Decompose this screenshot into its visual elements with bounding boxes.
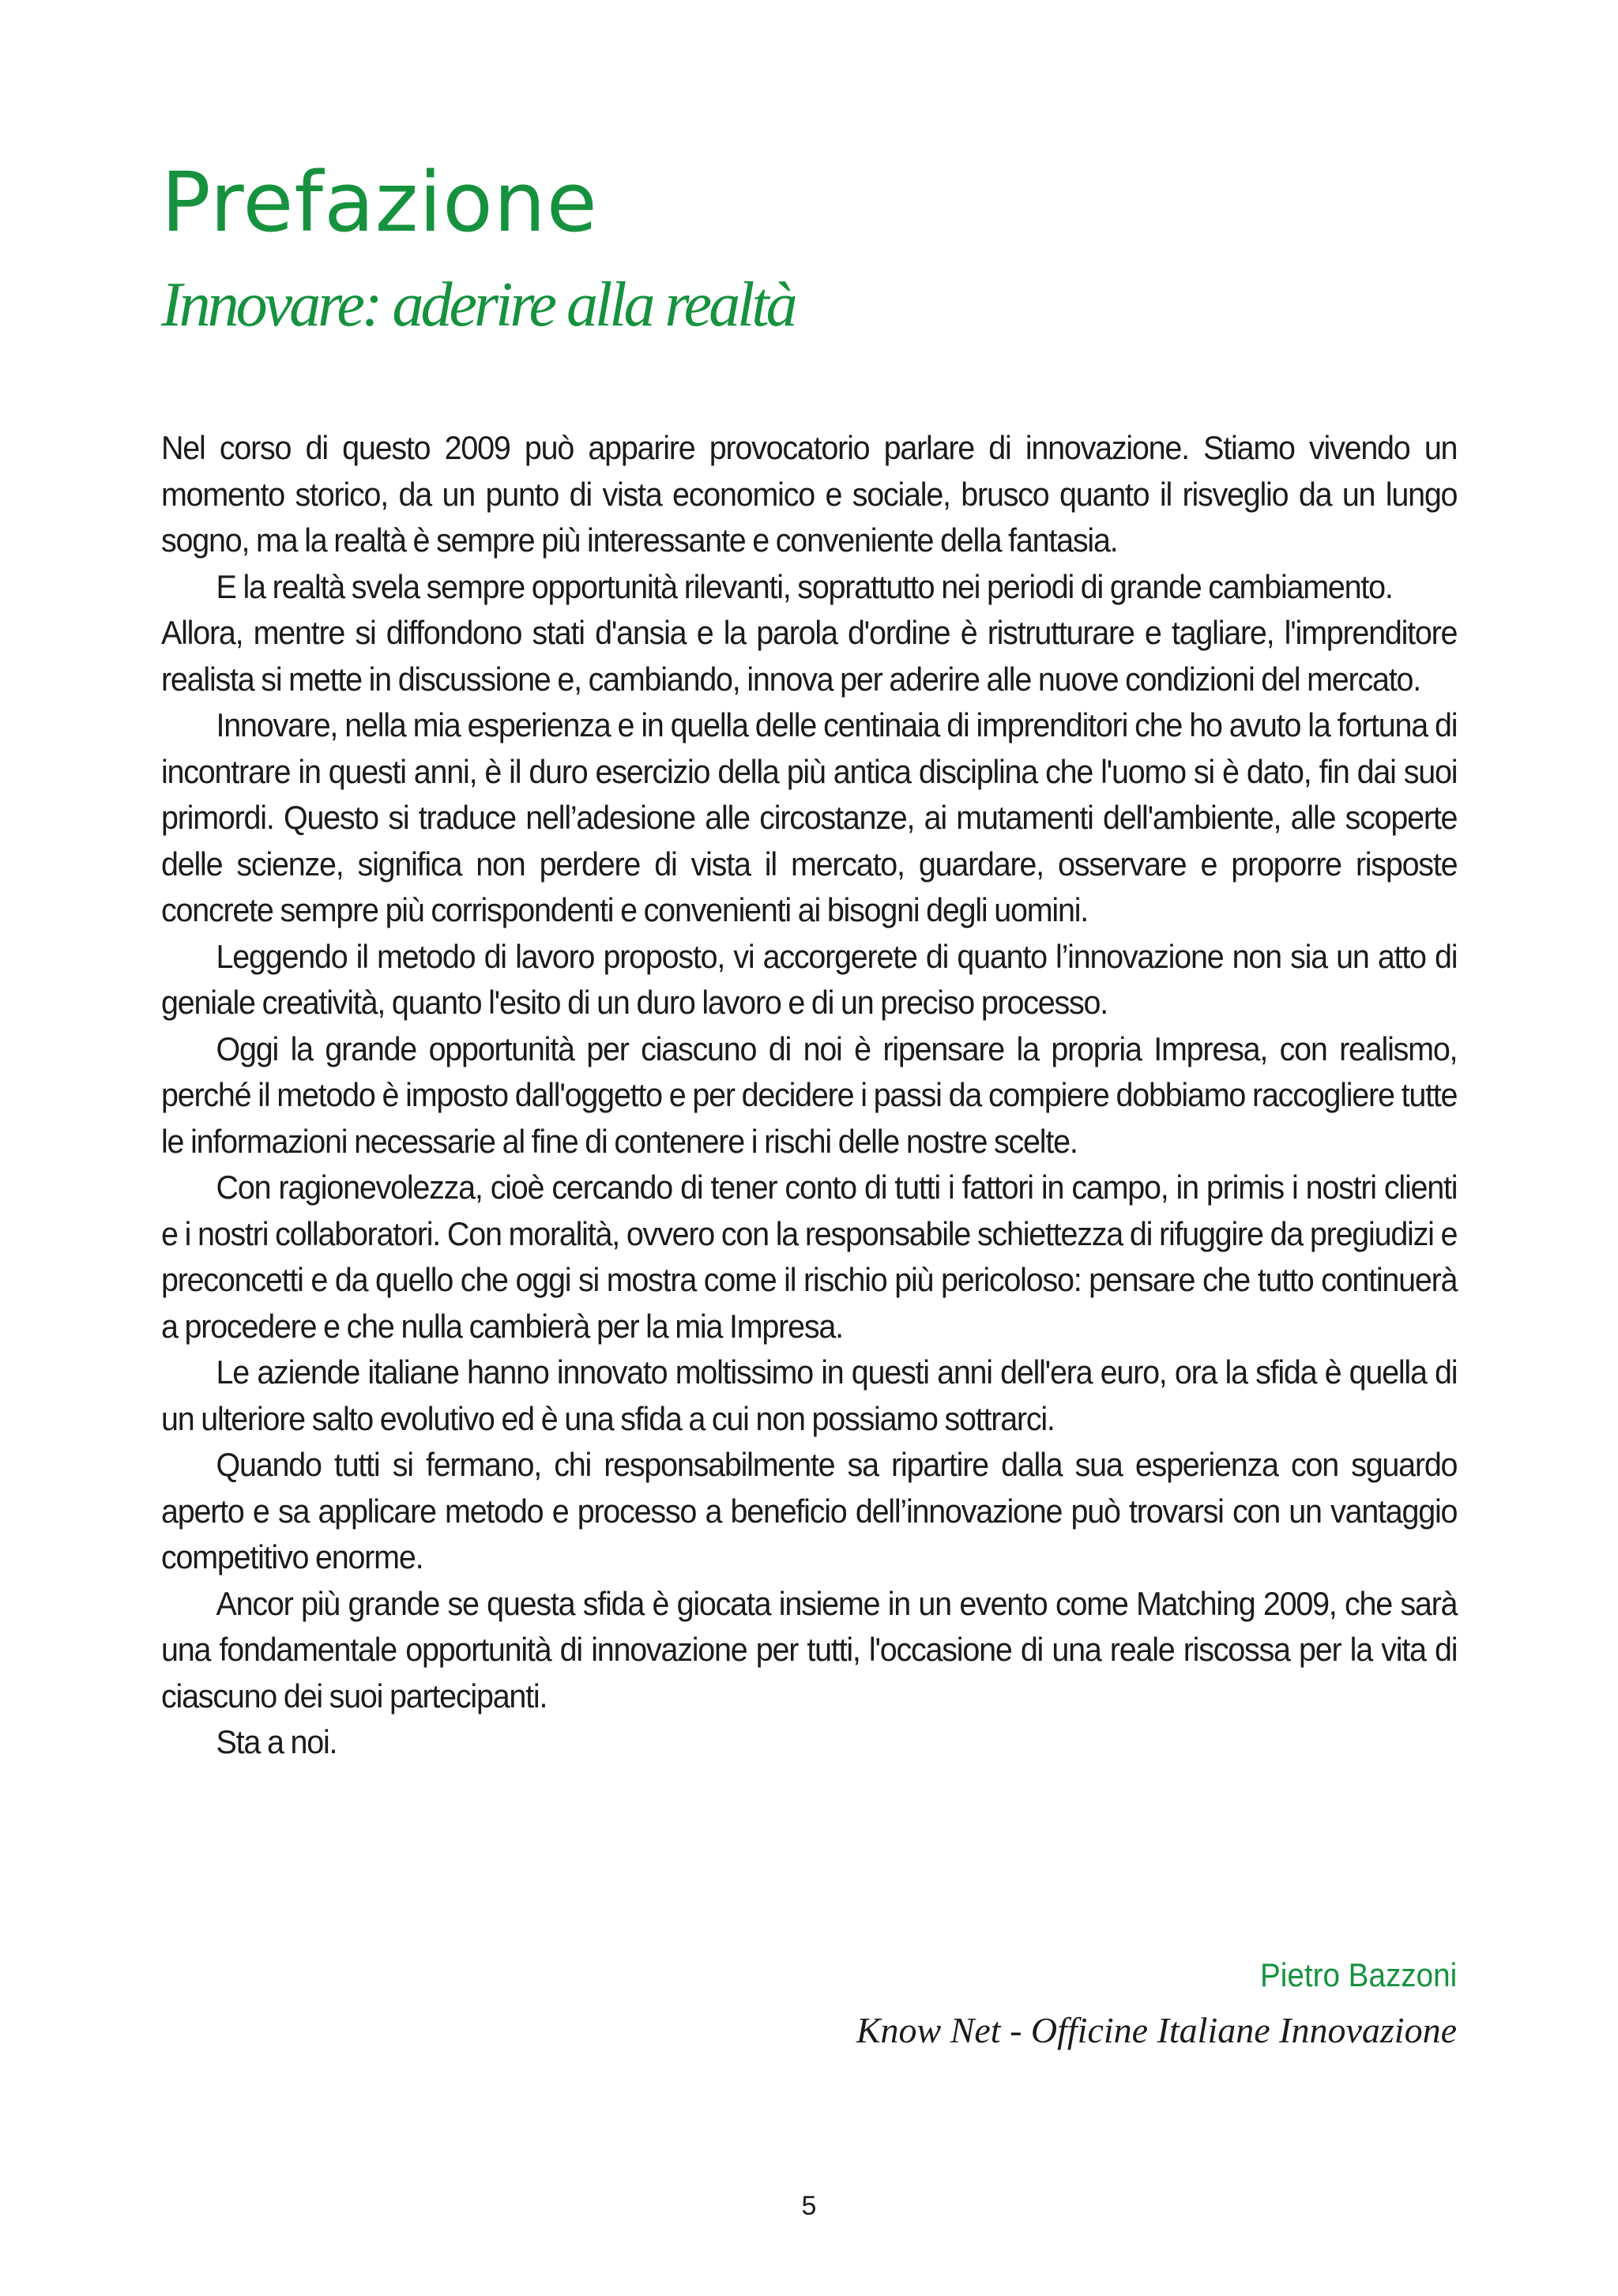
- paragraph-7: Con ragionevolezza, cioè cercando di tener conto di tutti i fattori in campo, in primis i nostri clienti e i nostri collaboratori. Con moralità, ovvero con la responsabile schiettezza di rifuggire da pregiudizi e preconcetti e da quello che oggi si mostra come il rischio più pericoloso: pensare che tutto continuerà a procedere e che nulla cambierà per la mia Impresa.: [161, 1169, 1458, 1345]
- paragraph-5: Leggendo il metodo di lavoro proposto, vi accorgerete di quanto l’innovazione non sia un atto di geniale creatività, quanto l'esito di un duro lavoro e di un preciso processo.: [161, 937, 1458, 1021]
- paragraph-4: Innovare, nella mia esperienza e in quella delle centinaia di imprenditori che ho avuto la fortuna di incontrare in questi anni, è il duro esercizio della più antica disciplina che l'uomo si è dato, fin dai suoi primordi. Questo si traduce nell’adesione alle circostanze, ai mutamenti dell'ambiente, alle scoperte delle scienze, significa non perdere di vista il mercato, guardare, osservare e proporre risposte concrete sempre più corrispondenti e convenienti ai bisogni degli uomini.: [161, 706, 1458, 928]
- preface-body: [161, 425, 1457, 1766]
- page-number: 5: [801, 2191, 817, 2221]
- paragraph-2: E la realtà svela sempre opportunità rilevanti, soprattutto nei periodi di grande cambiamento.: [216, 567, 1393, 605]
- page-subtitle: Innovare: aderire alla realtà: [161, 270, 795, 340]
- paragraph-6: Oggi la grande opportunità per ciascuno di noi è ripensare la propria Impresa, con realismo, perché il metodo è imposto dall'oggetto e per decidere i passi da compiere dobbiamo raccogliere tutte le informazioni necessarie al fine di contenere i rischi delle nostre scelte.: [161, 1029, 1458, 1160]
- paragraph-3: Allora, mentre si diffondono stati d'ansia e la parola d'ordine è ristrutturare e tagliare, l'imprenditore realista si mette in discussione e, cambiando, innova per aderire alle nuove condizioni del mercato.: [161, 614, 1458, 698]
- paragraph-8: Le aziende italiane hanno innovato moltissimo in questi anni dell'era euro, ora la sfida è quella di un ulteriore salto evolutivo ed è una sfida a cui non possiamo sottrarci.: [161, 1353, 1458, 1437]
- paragraph-11: Sta a noi.: [216, 1723, 337, 1760]
- page-title: Prefazione: [161, 154, 598, 250]
- paragraph-9: Quando tutti si fermano, chi responsabilmente sa ripartire dalla sua esperienza con sguardo aperto e sa applicare metodo e processo a beneficio dell’innovazione può trovarsi con un vantaggio competitivo enorme.: [161, 1446, 1458, 1575]
- author-organization: Know Net - Officine Italiane Innovazione: [856, 2010, 1457, 2050]
- paragraph-1: Nel corso di questo 2009 può apparire provocatorio parlare di innovazione. Stiamo vivendo un momento storico, da un punto di vista economico e sociale, brusco quanto il risveglio da un lungo sogno, ma la realtà è sempre più interessante e conveniente della fantasia.: [161, 429, 1458, 559]
- author-name: Pietro Bazzoni: [1259, 1956, 1457, 1993]
- paragraph-10: Ancor più grande se questa sfida è giocata insieme in un evento come Matching 2009, che sarà una fondamentale opportunità di innovazione per tutti, l'occasione di una reale riscossa per la vita di ciascuno dei suoi partecipanti.: [161, 1584, 1458, 1714]
- signature-block: [856, 1952, 1457, 2056]
